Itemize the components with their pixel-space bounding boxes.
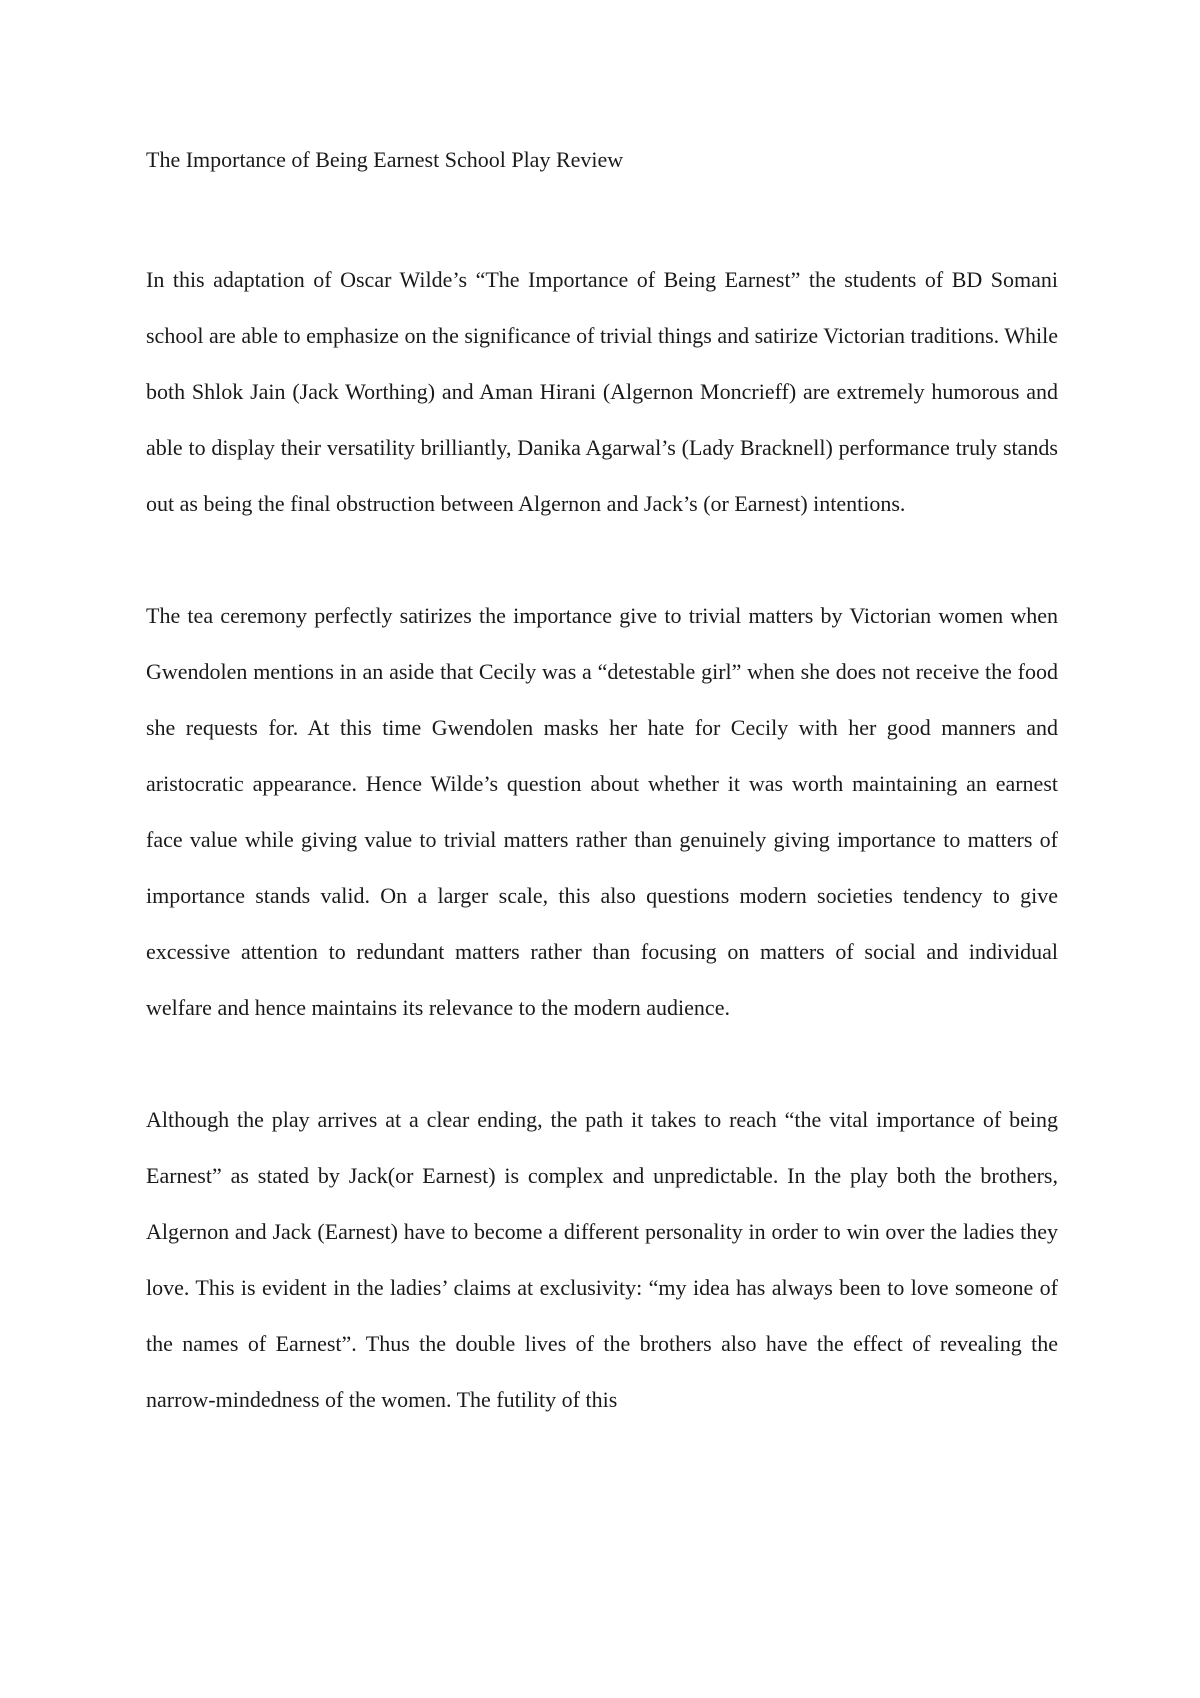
paragraph-play-ending: Although the play arrives at a clear ending, the path it takes to reach “the vital importance of being Earnest” as stated by Jack(or Earnest) is complex and unpredictable. In the play both the brothers, Algernon and Jack (Earnest) have to become a different personality in order to win over the ladies they love. This is evident in the ladies’ claims at exclusivity: “my idea has always been to love someone of the names of Earnest”. Thus the double lives of the brothers also have the effect of revealing the narrow-mindedness of the women. The futility of this [146, 1107, 1058, 1412]
document-body [146, 146, 1058, 1428]
paragraph-tea-ceremony: The tea ceremony perfectly satirizes the importance give to trivial matters by Victorian women when Gwendolen mentions in an aside that Cecily was a “detestable girl” when she does not receive the food she requests for. At this time Gwendolen masks her hate for Cecily with her good manners and aristocratic appearance. Hence Wilde’s question about whether it was worth maintaining an earnest face value while giving value to trivial matters rather than genuinely giving importance to matters of importance stands valid. On a larger scale, this also questions modern societies tendency to give excessive attention to redundant matters rather than focusing on matters of social and individual welfare and hence maintains its relevance to the modern audience. [146, 603, 1058, 1020]
document-title: The Importance of Being Earnest School Play Review [146, 147, 624, 172]
paragraph-adaptation-overview: In this adaptation of Oscar Wilde’s “The Importance of Being Earnest” the students of BD Somani school are able to emphasize on the significance of trivial things and satirize Victorian traditions. While both Shlok Jain (Jack Worthing) and Aman Hirani (Algernon Moncrieff) are extremely humorous and able to display their versatility brilliantly, Danika Agarwal’s (Lady Bracknell) performance truly stands out as being the final obstruction between Algernon and Jack’s (or Earnest) intentions. [146, 267, 1058, 516]
